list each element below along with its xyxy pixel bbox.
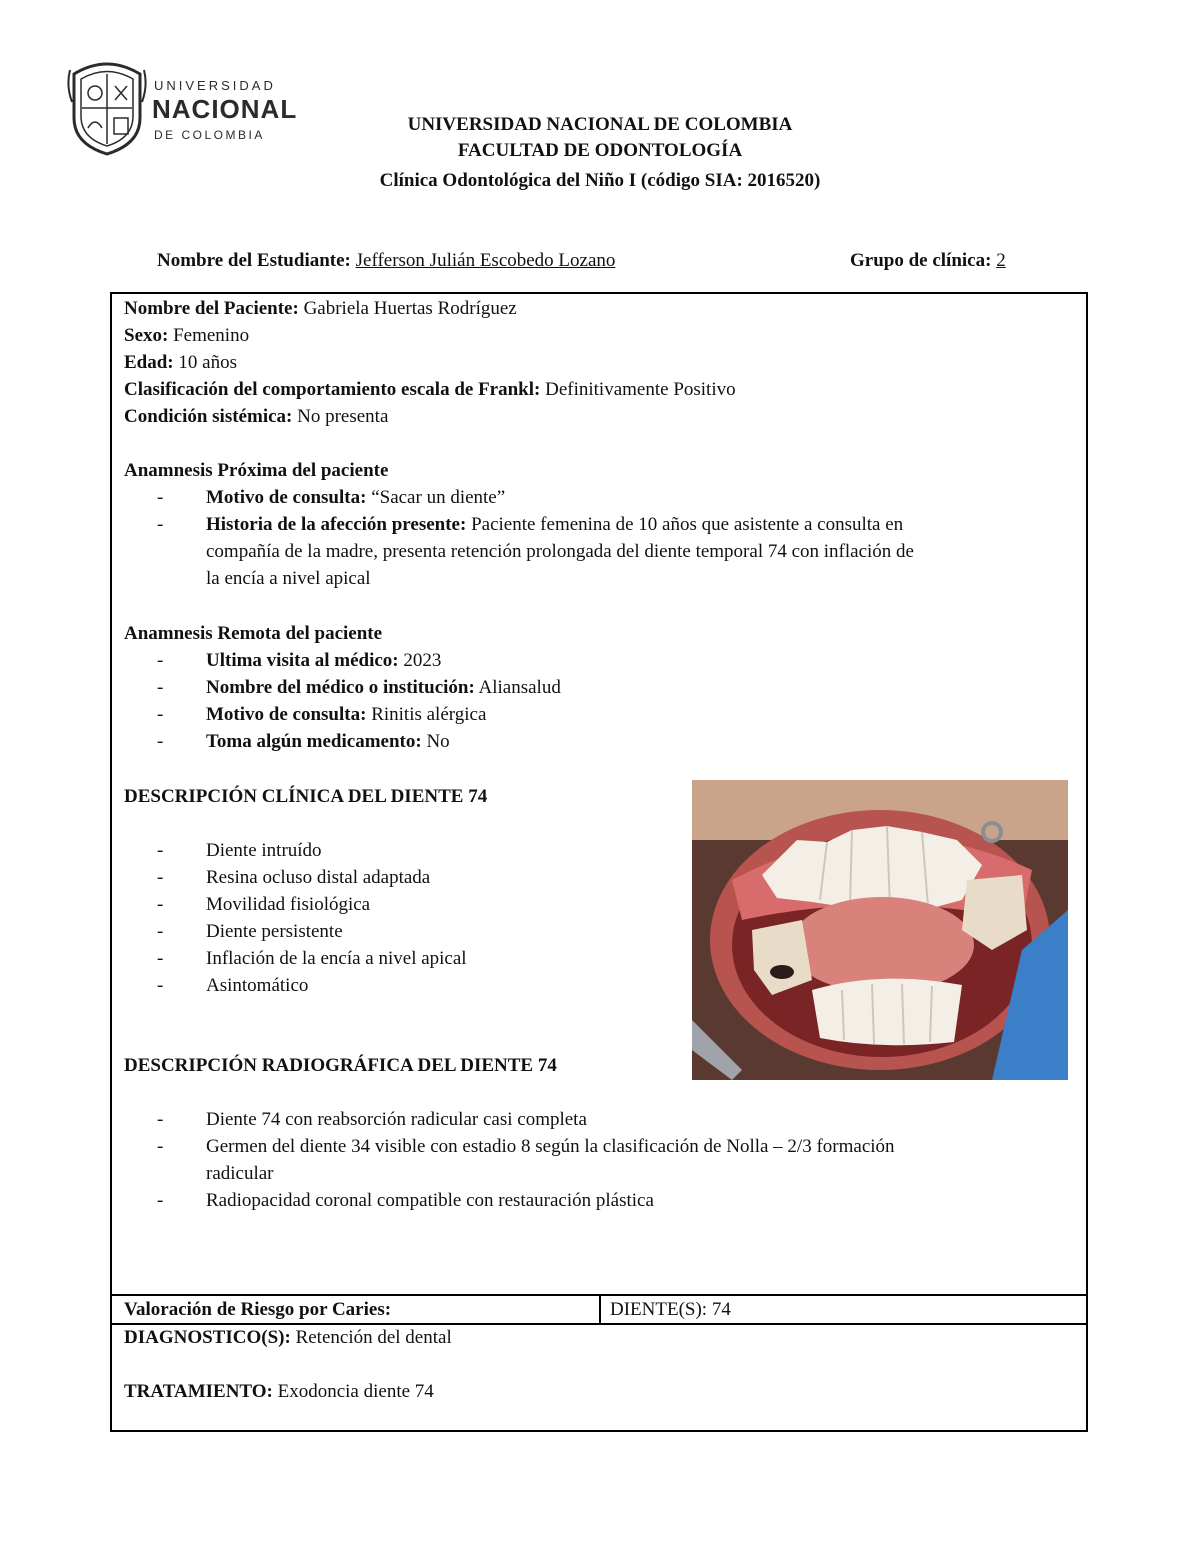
patient-systemic-value: No presenta (297, 406, 389, 427)
student-name-row (157, 250, 615, 272)
remota-item-value: Aliansalud (478, 677, 561, 698)
radiografica-item-text: Radiopacidad coronal compatible con restauración plástica (206, 1190, 654, 1211)
tratamiento-row (124, 1381, 434, 1403)
bullet-dash: - (157, 948, 164, 969)
bullet-dash: - (157, 731, 164, 752)
clinical-record-box (110, 292, 1088, 1432)
radiografica-item-text: Diente 74 con reabsorción radicular casi completa (206, 1109, 587, 1130)
bullet-dash: - (157, 1109, 164, 1130)
bullet-dash: - (157, 704, 164, 725)
proxima-historia-line-2: compañía de la madre, presenta retención prolongada del diente temporal 74 con inflación de (206, 541, 914, 562)
bullet-dash: - (157, 487, 164, 508)
patient-age-value: 10 años (178, 352, 237, 373)
radiografica-item-text: radicular (206, 1163, 274, 1184)
proxima-title: Anamnesis Próxima del paciente (124, 460, 389, 481)
tratamiento-value: Exodoncia diente 74 (277, 1381, 434, 1402)
divider (599, 1296, 601, 1325)
patient-name-label: Nombre del Paciente: (124, 298, 299, 319)
proxima-historia-line-1: Paciente femenina de 10 años que asistente a consulta en (471, 514, 904, 535)
proxima-historia-label: Historia de la afección presente: (206, 514, 467, 535)
student-name-value: Jefferson Julián Escobedo Lozano (355, 250, 616, 271)
remota-item-label: Nombre del médico o institución: (206, 677, 475, 698)
clinica-item-text: Inflación de la encía a nivel apical (206, 948, 467, 969)
student-name-label: Nombre del Estudiante: (157, 250, 351, 271)
bullet-dash: - (157, 1136, 164, 1157)
patient-sex-row (124, 325, 249, 347)
diagnostico-label: DIAGNOSTICO(S): (124, 1327, 291, 1348)
bullet-dash: - (157, 1190, 164, 1211)
bullet-dash: - (157, 514, 164, 535)
patient-sex-value: Femenino (173, 325, 250, 346)
header-course: Clínica Odontológica del Niño I (código SIA: 2016520) (379, 170, 821, 191)
remota-item-label: Toma algún medicamento: (206, 731, 422, 752)
bullet-dash: - (157, 840, 164, 861)
dientes-value: 74 (711, 1299, 731, 1320)
patient-name-value: Gabriela Huertas Rodríguez (303, 298, 517, 319)
dientes-label: DIENTE(S): (610, 1299, 708, 1320)
diagnostico-value: Retención del dental (295, 1327, 452, 1348)
remota-item-value: No (426, 731, 450, 752)
patient-frankl-label: Clasificación del comportamiento escala de Frankl: (124, 379, 541, 400)
dental-intraoral-photo (692, 780, 1068, 1080)
clinica-title: DESCRIPCIÓN CLÍNICA DEL DIENTE 74 (124, 786, 488, 807)
patient-systemic-row (124, 406, 388, 428)
bullet-dash: - (157, 650, 164, 671)
bullet-dash: - (157, 921, 164, 942)
riesgo-caries-label: Valoración de Riesgo por Caries: (124, 1299, 392, 1320)
header-university: UNIVERSIDAD NACIONAL DE COLOMBIA (407, 114, 793, 135)
dientes-row (610, 1299, 731, 1321)
remota-item-label: Ultima visita al médico: (206, 650, 399, 671)
logo-line-2: NACIONAL (152, 94, 298, 124)
bullet-dash: - (157, 867, 164, 888)
proxima-historia-line-3: la encía a nivel apical (206, 568, 371, 589)
divider (112, 1323, 1086, 1325)
clinica-item-text: Resina ocluso distal adaptada (206, 867, 431, 888)
tratamiento-label: TRATAMIENTO: (124, 1381, 273, 1402)
bullet-dash: - (157, 975, 164, 996)
patient-sex-label: Sexo: (124, 325, 169, 346)
proxima-motivo-value: “Sacar un diente” (371, 487, 506, 508)
radiografica-item-text: Germen del diente 34 visible con estadio 8 según la clasificación de Nolla – 2/3 formación (206, 1136, 895, 1157)
remota-item-label: Motivo de consulta: (206, 704, 367, 725)
bullet-dash: - (157, 677, 164, 698)
remota-title: Anamnesis Remota del paciente (124, 623, 383, 644)
remota-item-value: Rinitis alérgica (371, 704, 487, 725)
logo-line-3: DE COLOMBIA (154, 128, 265, 142)
bullet-dash: - (157, 894, 164, 915)
group-value: 2 (996, 250, 1006, 271)
patient-age-label: Edad: (124, 352, 174, 373)
clinica-item-text: Diente intruído (206, 840, 322, 861)
diagnostico-row (124, 1327, 452, 1349)
header-faculty: FACULTAD DE ODONTOLOGÍA (457, 140, 743, 161)
clinica-item-text: Movilidad fisiológica (206, 894, 371, 915)
group-row (850, 250, 1006, 272)
patient-frankl-row (124, 379, 736, 401)
proxima-motivo-label: Motivo de consulta: (206, 487, 367, 508)
clinica-item-text: Diente persistente (206, 921, 343, 942)
remota-item-value: 2023 (403, 650, 442, 671)
group-label: Grupo de clínica: (850, 250, 992, 271)
clinica-item-text: Asintomático (206, 975, 309, 996)
patient-name-row (124, 298, 517, 320)
radiografica-title: DESCRIPCIÓN RADIOGRÁFICA DEL DIENTE 74 (124, 1055, 557, 1076)
logo-line-1: UNIVERSIDAD (154, 78, 276, 93)
patient-frankl-value: Definitivamente Positivo (545, 379, 736, 400)
patient-age-row (124, 352, 237, 374)
patient-systemic-label: Condición sistémica: (124, 406, 293, 427)
